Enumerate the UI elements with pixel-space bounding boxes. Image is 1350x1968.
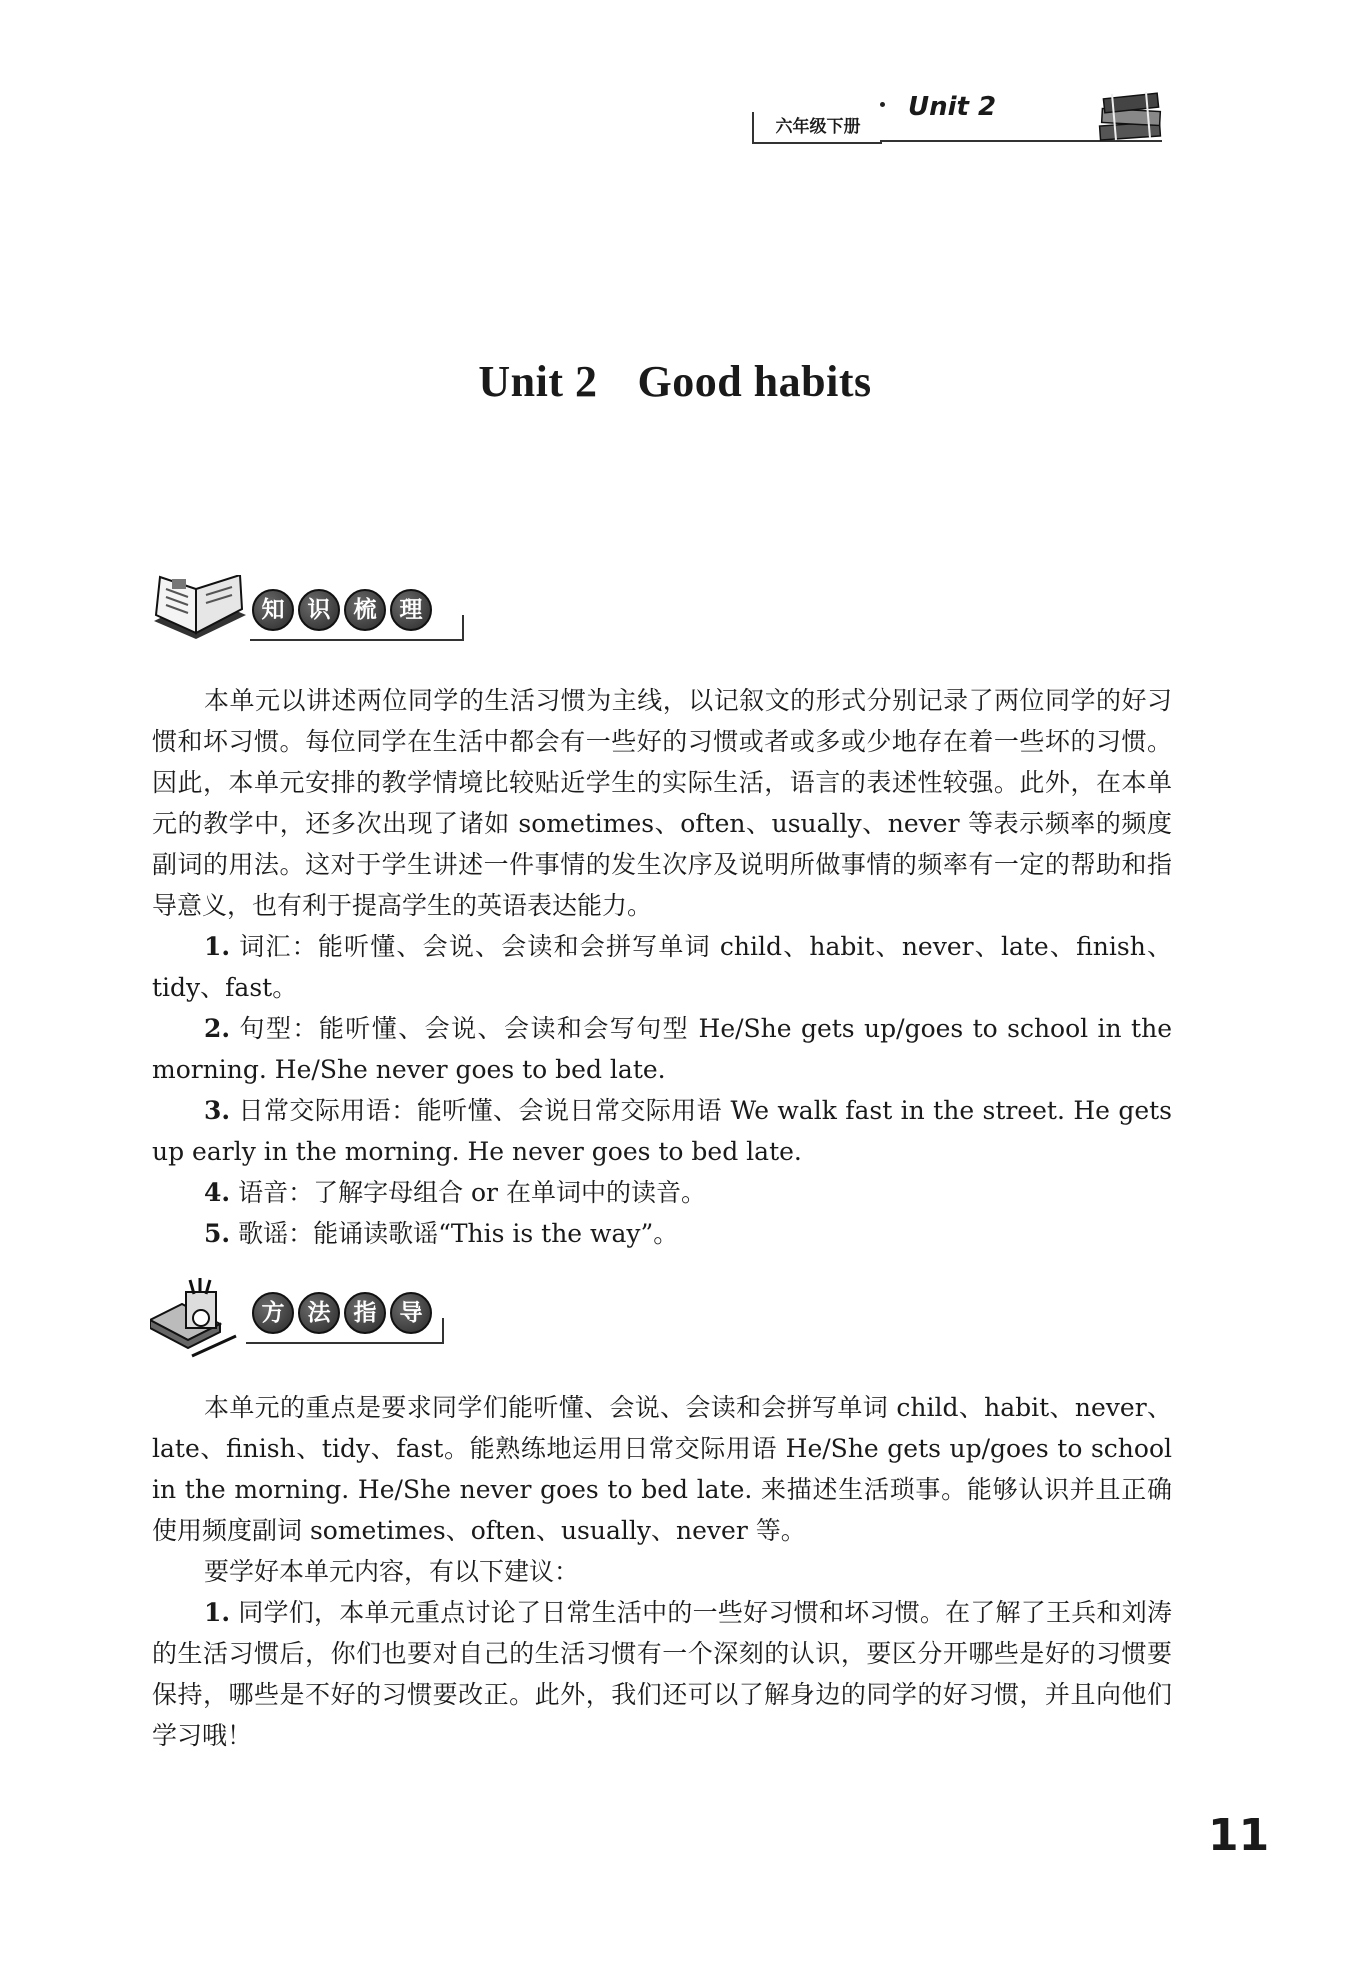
item-number: 5. — [204, 1219, 231, 1248]
header-dot — [880, 102, 885, 107]
badge-char: 理 — [390, 589, 432, 631]
item-number: 2. — [204, 1014, 231, 1043]
method-intro: 本单元的重点是要求同学们能听懂、会说、会读和会拼写单词 child、habit、never、late、finish、tidy、fast。能熟练地运用日常交际用语 He/She gets up/goes to school in the morning. He/She never goes to bed late. 来描述生活琐事。能够认识并且正确使用频度副词 sometimes、often、usually、never 等。 — [152, 1393, 1172, 1545]
method-lead: 要学好本单元内容，有以下建议： — [204, 1557, 580, 1586]
heading-bracket — [246, 1318, 444, 1344]
badge-char: 法 — [298, 1292, 340, 1334]
knowledge-section-body — [152, 680, 1172, 1254]
item-text: 日常交际用语：能听懂、会说日常交际用语 We walk fast in the street. He gets up early in the morning. He never goes to bed late. — [152, 1096, 1172, 1166]
item-text: 语音：了解字母组合 or 在单词中的读音。 — [238, 1178, 706, 1207]
badge-char: 知 — [252, 589, 294, 631]
knowledge-item — [152, 1008, 1172, 1090]
knowledge-item — [152, 1090, 1172, 1172]
method-section-body — [152, 1387, 1172, 1756]
knowledge-item — [152, 926, 1172, 1008]
badge-char: 梳 — [344, 589, 386, 631]
section-heading-knowledge — [150, 575, 470, 655]
knowledge-intro: 本单元以讲述两位同学的生活习惯为主线，以记叙文的形式分别记录了两位同学的好习惯和坏习惯。每位同学在生活中都会有一些好的习惯或者或多或少地存在着一些坏的习惯。因此，本单元安排的教学情境比较贴近学生的实际生活，语言的表述性较强。此外，在本单元的教学中，还多次出现了诸如 sometimes、often、usually、never 等表示频率的频度副词的用法。这对于学生讲述一件事情的发生次序及说明所做事情的频率有一定的帮助和指导意义，也有利于提高学生的英语表达能力。 — [152, 686, 1172, 920]
books-stack-icon — [1092, 84, 1172, 150]
item-text: 词汇：能听懂、会说、会读和会拼写单词 child、habit、never、late、finish、tidy、fast。 — [152, 932, 1173, 1002]
method-item — [152, 1592, 1172, 1756]
badge-char: 识 — [298, 589, 340, 631]
item-number: 3. — [204, 1096, 231, 1125]
badge-char: 方 — [252, 1292, 294, 1334]
header-unit-label: Unit 2 — [908, 92, 997, 122]
knowledge-item — [152, 1213, 1172, 1254]
item-number: 1. — [204, 1598, 231, 1627]
item-text: 句型：能听懂、会说、会读和会写句型 He/She gets up/goes to school in the morning. He/She never goes to bed late. — [152, 1014, 1172, 1084]
grade-label: 六年级下册 — [752, 112, 882, 144]
title-unit: Unit 2 — [478, 357, 598, 406]
badge-char: 指 — [344, 1292, 386, 1334]
heading-bracket — [250, 615, 464, 641]
section-heading-method — [150, 1278, 450, 1358]
running-header — [752, 92, 1172, 152]
item-text: 歌谣：能诵读歌谣“This is the way”。 — [238, 1219, 679, 1248]
title-topic: Good habits — [637, 357, 872, 406]
open-book-icon — [150, 575, 250, 651]
item-number: 4. — [204, 1178, 231, 1207]
knowledge-item — [152, 1172, 1172, 1213]
page-number: 11 — [1208, 1810, 1270, 1861]
item-number: 1. — [204, 932, 231, 961]
books-pencils-icon — [150, 1278, 250, 1358]
item-text: 同学们，本单元重点讨论了日常生活中的一些好习惯和坏习惯。在了解了王兵和刘涛的生活习惯后，你们也要对自己的生活习惯有一个深刻的认识，要区分开哪些是好的习惯要保持，哪些是不好的习惯要改正。此外，我们还可以了解身边的同学的好习惯，并且向他们学习哦！ — [152, 1598, 1172, 1750]
page-title — [0, 356, 1350, 407]
badge-char: 导 — [390, 1292, 432, 1334]
